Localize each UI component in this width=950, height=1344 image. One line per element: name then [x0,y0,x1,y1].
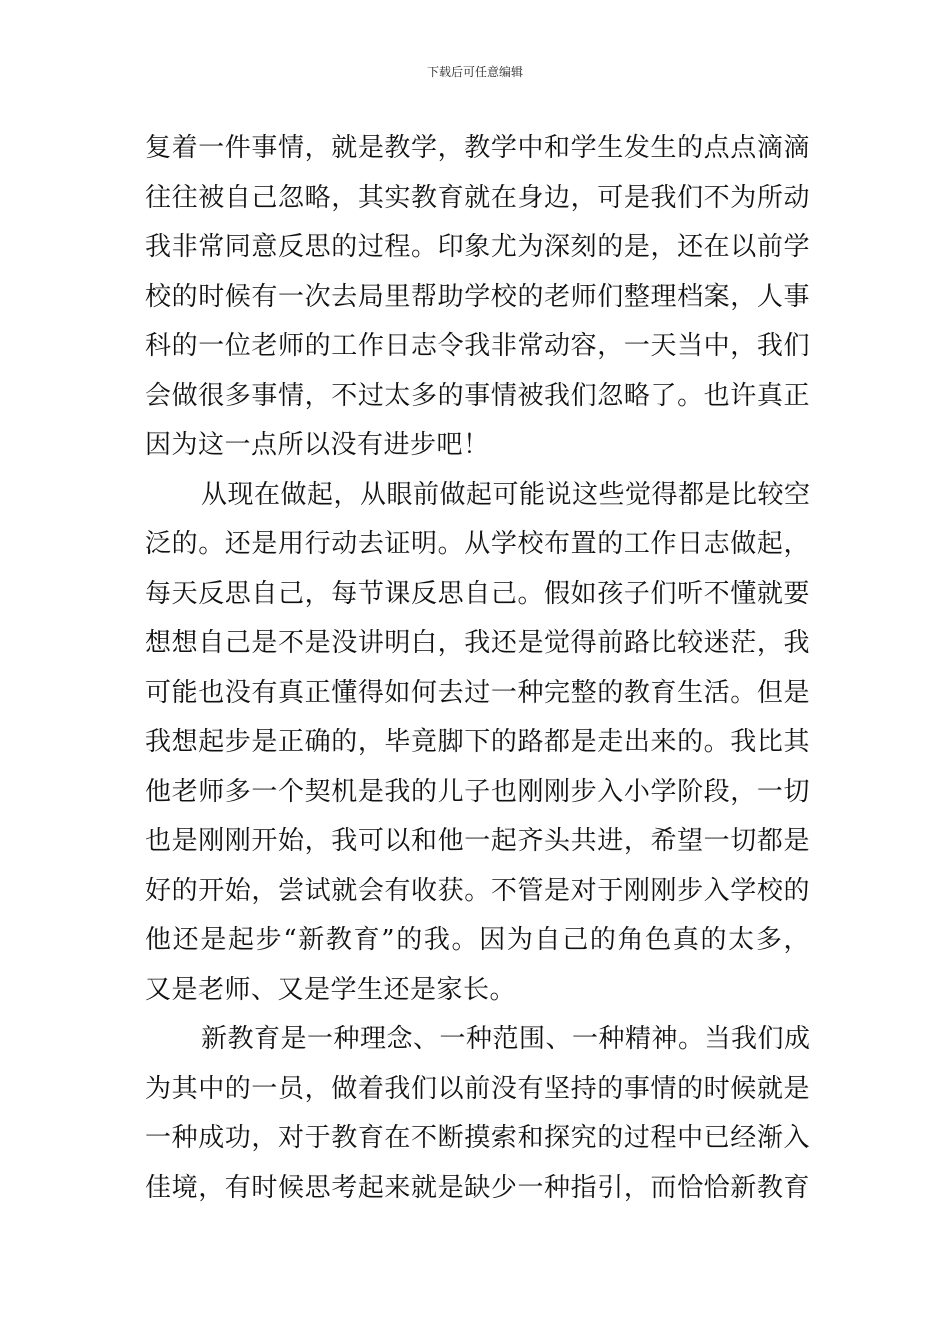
text-line: 因为这一点所以没有进步吧！ [145,430,490,460]
text-line: 一种成功，对于教育在不断摸索和探究的过程中已经渐入 [145,1123,810,1153]
text-line: 新教育是一种理念、一种范围、一种精神。当我们成 [201,1024,811,1054]
text-line: 往往被自己忽略，其实教育就在身边，可是我们不为所动 [145,182,810,213]
text-line: 又是老师、又是学生还是家长。 [145,974,517,1005]
text-line: 我非常同意反思的过程。印象尤为深刻的是，还在以前学 [145,232,810,262]
page-header: 下载后可任意编辑 [426,65,523,79]
text-line: 好的开始，尝试就会有收获。不管是对于刚刚步入学校的 [145,875,810,906]
text-line: 复着一件事情，就是教学，教学中和学生发生的点点滴滴 [145,133,810,163]
text-line: 他还是起步“新教育”的我。因为自己的角色真的太多， [145,925,810,955]
text-line: 他老师多一个契机是我的儿子也刚刚步入小学阶段，一切 [145,776,810,807]
text-line: 校的时候有一次去局里帮助学校的老师们整理档案，人事 [145,281,810,312]
text-line: 每天反思自己，每节课反思自己。假如孩子们听不懂就要 [145,578,810,609]
text-line: 也是刚刚开始，我可以和他一起齐头共进，希望一切都是 [145,826,810,856]
text-line: 会做很多事情，不过太多的事情被我们忽略了。也许真正 [145,380,810,411]
text-line: 佳境，有时候思考起来就是缺少一种指引，而恰恰新教育 [145,1172,810,1203]
text-line: 为其中的一员，做着我们以前没有坚持的事情的时候就是 [145,1073,810,1104]
document-body [145,124,810,1213]
text-line: 我想起步是正确的，毕竟脚下的路都是走出来的。我比其 [145,727,810,757]
text-line: 科的一位老师的工作日志令我非常动容，一天当中，我们 [145,331,810,361]
text-line: 想想自己是不是没讲明白，我还是觉得前路比较迷茫，我 [145,628,810,658]
text-line: 从现在做起，从眼前做起可能说这些觉得都是比较空 [201,479,811,510]
text-line: 泛的。还是用行动去证明。从学校布置的工作日志做起， [145,529,810,559]
text-line: 可能也没有真正懂得如何去过一种完整的教育生活。但是 [145,677,810,708]
